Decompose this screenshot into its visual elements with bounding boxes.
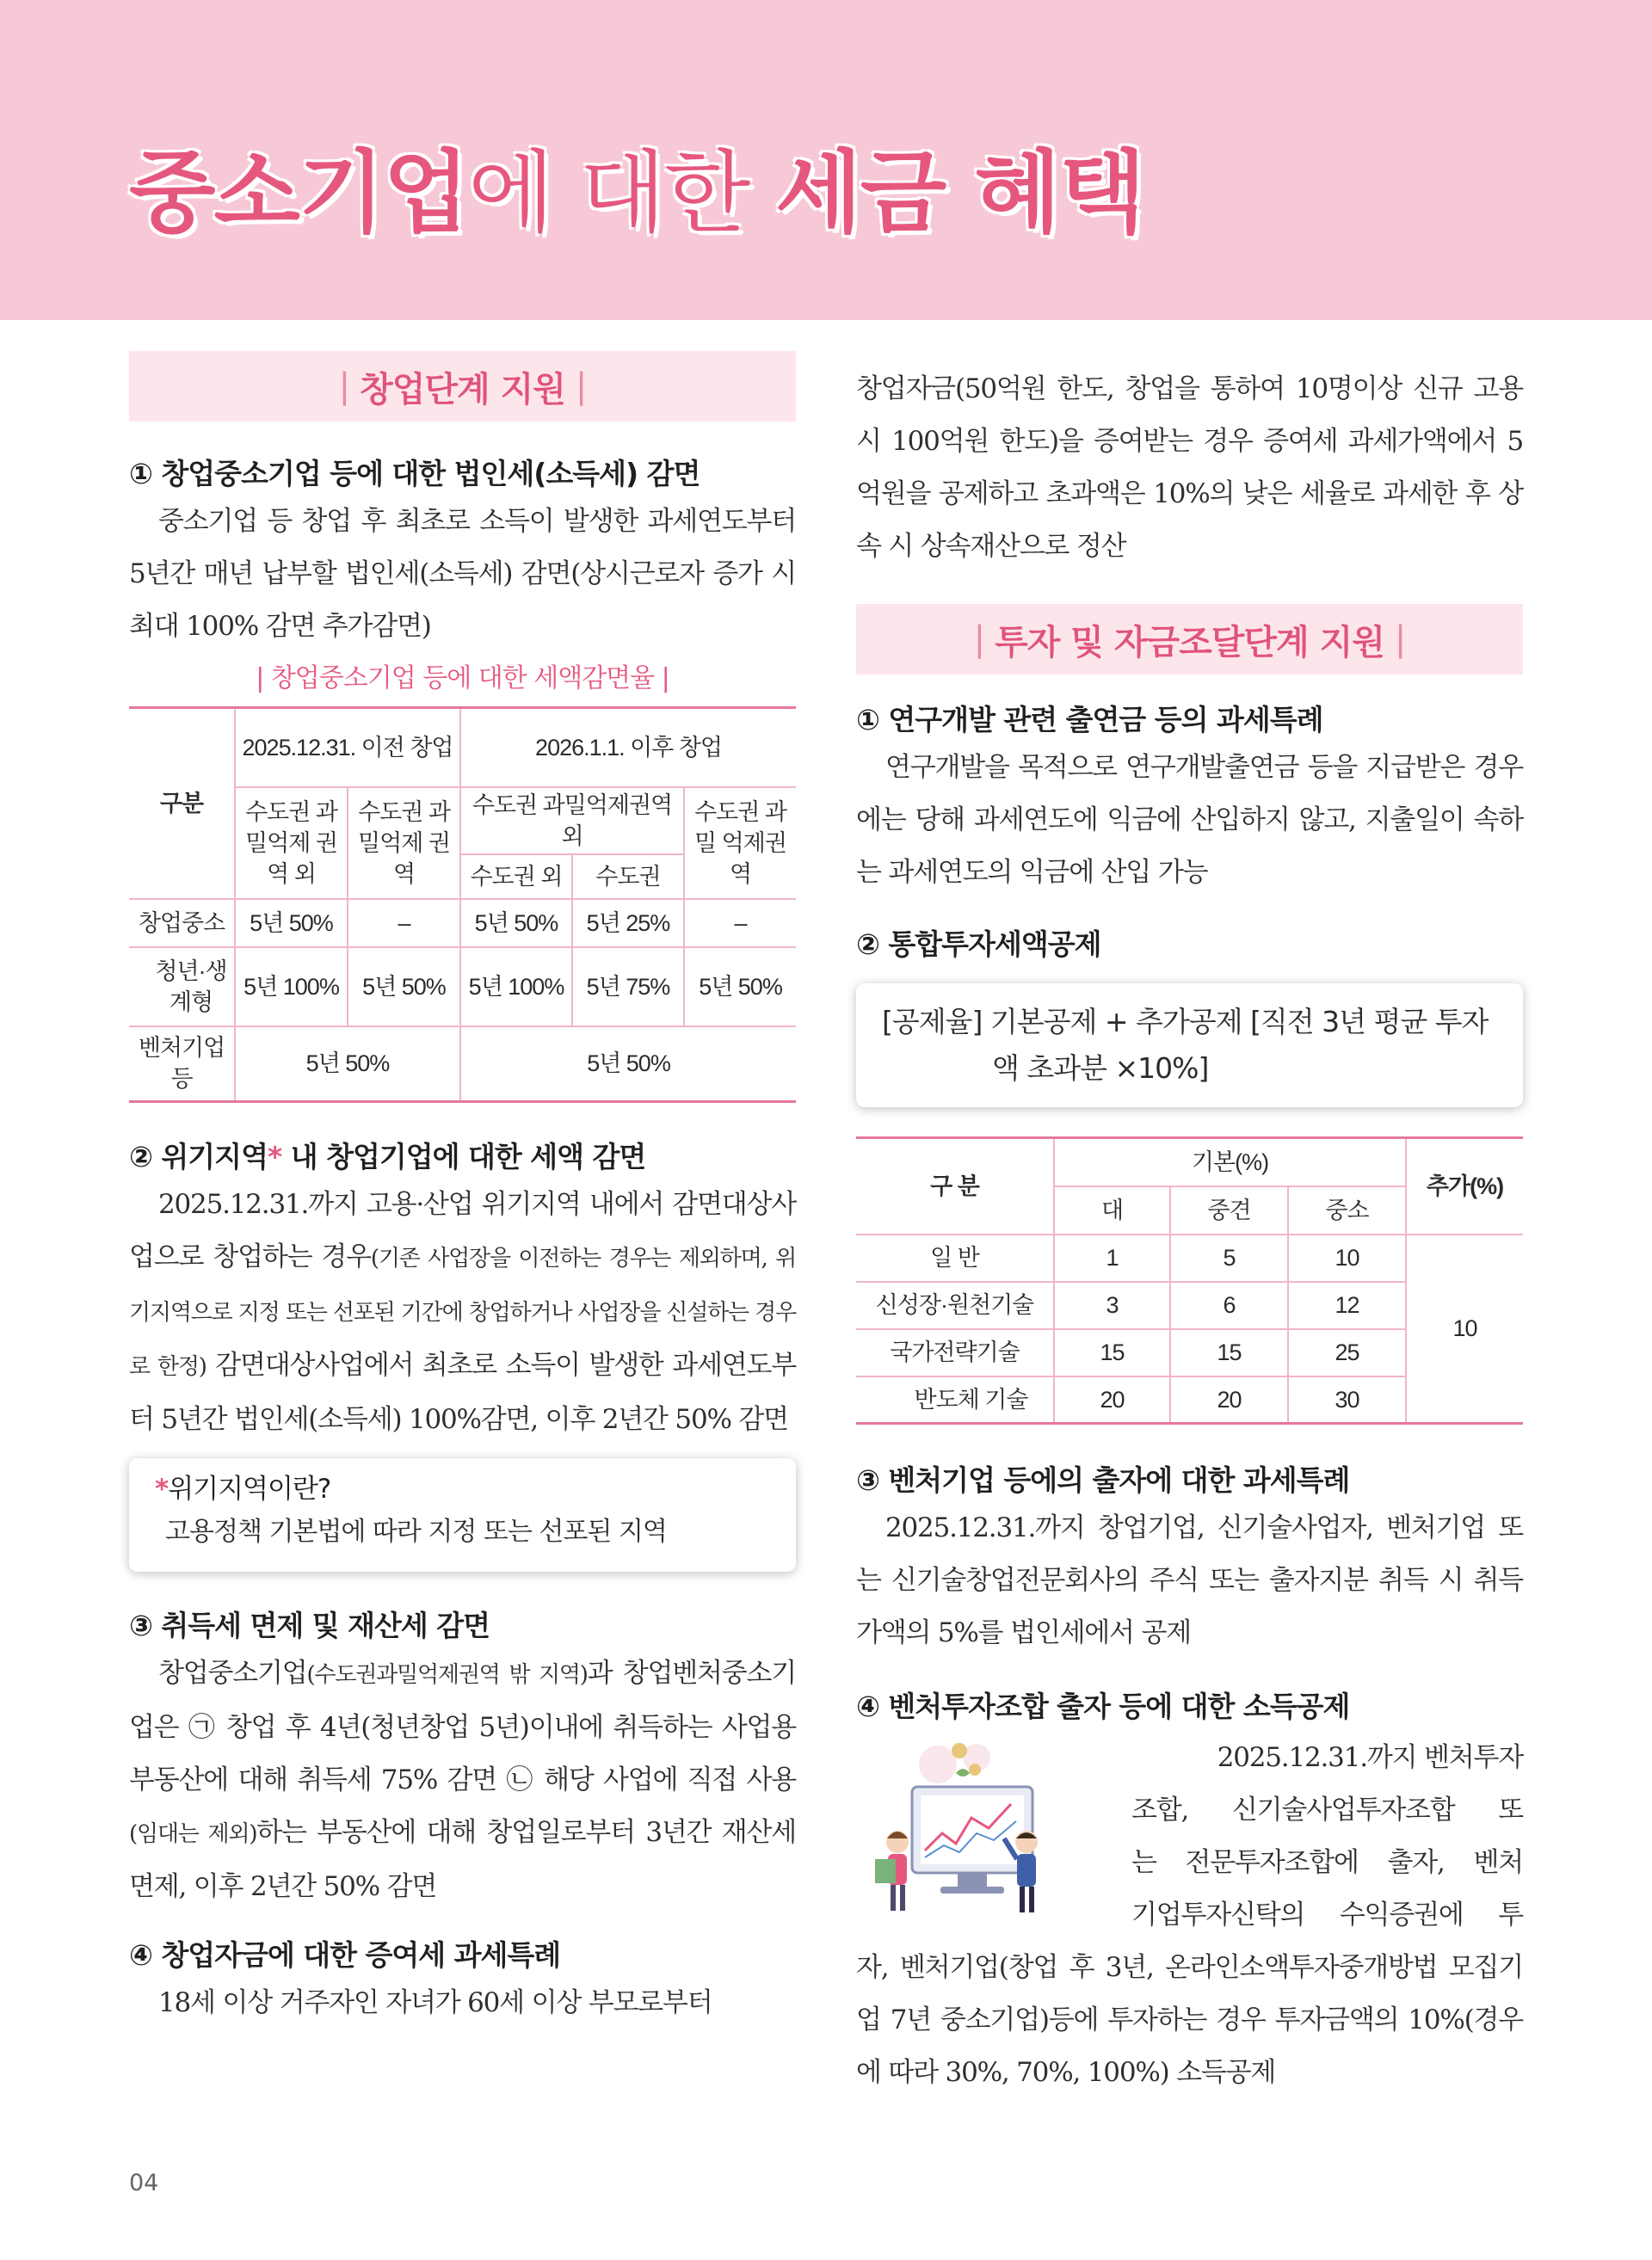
investment-illustration — [873, 1739, 1045, 1928]
section-heading-r1: ① 연구개발 관련 출연금 등의 과세특례 — [856, 703, 1323, 736]
section-heading-r4: ④ 벤처투자조합 출자 등에 대한 소득공제 — [856, 1690, 1350, 1723]
cell-extra: 10 — [1406, 1235, 1523, 1424]
note-title-text: 위기지역이란? — [168, 1474, 331, 1505]
cell: 12 — [1288, 1282, 1406, 1329]
section-body-1: 중소기업 등 창업 후 최초로 소득이 발생한 과세연도부터 5년간 매년 납부할 법인세(소득세) 감면(상시근로자 증가 시 최대 100% 감면 추가감면) — [129, 506, 796, 642]
th-before: 2025.12.31. 이전 창업 — [235, 708, 460, 787]
th-metro-out: 수도권 과밀억제 권역 외 — [235, 787, 348, 899]
band-label: 투자 및 자금조달단계 지원 — [995, 622, 1384, 662]
section-heading-r2: ② 통합투자세액공제 — [856, 927, 1101, 961]
title-part-a: 중소기업 — [129, 140, 468, 245]
cell: 5년 50% — [460, 1026, 796, 1102]
title-part-b: 에 대한 — [467, 140, 776, 245]
body-text: 과 창업벤처중소기업은 ㉠ 창업 후 4년(청년창업 5년)이내에 취득하는 사업용 부동산에 대해 취득세 75% 감면 ㉡ 해당 사업에 직접 사용 — [129, 1658, 796, 1795]
body-note: (수도권과밀억제권역 밖 지역) — [306, 1662, 588, 1688]
body-line: 는 전문투자조합에 출자, 벤처 — [1131, 1847, 1523, 1878]
th-metro-in-2: 수도권 과밀 억제권역 — [684, 787, 796, 899]
row-label: 신성장·원천기술 — [856, 1282, 1054, 1329]
table-caption: | 창업중소기업 등에 대한 세액감면율 | — [256, 663, 669, 693]
page-number: 04 — [129, 2170, 159, 2196]
cell: 5년 100% — [460, 947, 572, 1026]
left-column — [129, 351, 796, 2029]
section-body-2 — [129, 1179, 796, 1446]
th-gubun: 구분 — [129, 708, 235, 899]
cell: 5년 50% — [348, 947, 460, 1026]
cell: 5년 50% — [235, 899, 348, 947]
investment-tax-table — [856, 1136, 1523, 1425]
cell: 30 — [1288, 1376, 1406, 1424]
note-body: 고용정책 기본법에 따라 지정 또는 선포된 지역 — [165, 1517, 667, 1547]
cell: 5년 50% — [460, 899, 572, 947]
th-after: 2026.1.1. 이후 창업 — [460, 708, 796, 787]
cell: 5년 50% — [684, 947, 796, 1026]
body-line: 기업투자신탁의 수익증권에 투 — [1131, 1900, 1523, 1931]
section-band-startup: | 창업단계 지원 | — [129, 351, 796, 422]
th-basic: 기본(%) — [1054, 1138, 1406, 1186]
float-text — [1131, 1732, 1523, 1942]
section-body-4-continued: 창업자금(50억원 한도, 창업을 통하여 10명이상 신규 고용 시 100억원 한도)을 증여받는 경우 증여세 과세가액에서 5억원을 공제하고 초과액은 10%의 낮은 세율로 과세한 후 상속 시 상속재산으로 정산 — [856, 373, 1523, 562]
body-text: 감면대상사업에서 최초로 소득이 발생한 과세연도부터 5년간 법인세(소득세) 100%감면, 이후 2년간 50% 감면 — [129, 1350, 796, 1435]
section-body-4: 18세 이상 거주자인 자녀가 60세 이상 부모로부터 — [158, 1987, 712, 2018]
cell: 1 — [1054, 1235, 1170, 1282]
th-extra: 추가(%) — [1406, 1138, 1523, 1235]
row-label: 일 반 — [856, 1235, 1054, 1282]
header-banner — [0, 0, 1652, 320]
body-line: 조합, 신기술사업투자조합 또 — [1131, 1795, 1523, 1826]
heading-part: ② 위기지역 — [129, 1140, 268, 1173]
cell: – — [684, 899, 796, 947]
row-label: 국가전략기술 — [856, 1329, 1054, 1376]
body-note: (임대는 제외) — [129, 1821, 257, 1847]
th-small: 중소 — [1288, 1186, 1406, 1235]
deduction-rate-formula — [856, 983, 1523, 1107]
section-body-r3: 2025.12.31.까지 창업기업, 신기술사업자, 벤처기업 또는 신기술창업전문회사의 주식 또는 출자지분 취득 시 취득가액의 5%를 법인세에서 공제 — [856, 1512, 1523, 1648]
cell: 6 — [1170, 1282, 1288, 1329]
venture-float-block — [856, 1732, 1523, 1942]
band-label: 창업단계 지원 — [360, 369, 565, 410]
right-column — [856, 363, 1523, 2099]
body-note: (기존 사업장을 이전하는 경우는 제외하며, 위기지역으로 지정 또는 선포된 기간에 창업하거나 사업장을 신설하는 경우로 한정) — [129, 1246, 796, 1380]
cell: 20 — [1054, 1376, 1170, 1424]
th-large: 대 — [1054, 1186, 1170, 1235]
row-label-startup: 창업중소 — [129, 899, 235, 947]
cell: 5년 100% — [235, 947, 348, 1026]
cell: 5년 75% — [572, 947, 684, 1026]
formula-line-2: 액 초과분 ×10%] — [992, 1051, 1209, 1085]
page-title — [129, 120, 1143, 249]
row-label-youth: 청년·생계형 — [129, 947, 235, 1026]
body-text: 2025.12.31.까지 고용·산업 위기지역 내에서 감면대상사업으로 창업하는 경우 — [129, 1189, 796, 1272]
asterisk-mark: * — [155, 1474, 169, 1505]
section-body-r1: 연구개발을 목적으로 연구개발출연금 등을 지급받은 경우에는 당해 과세연도에 익금에 산입하지 않고, 지출일이 속하는 과세연도의 익금에 산입 가능 — [856, 752, 1523, 888]
th-gubun: 구 분 — [856, 1138, 1054, 1235]
section-heading-r3: ③ 벤처기업 등에의 출자에 대한 과세특례 — [856, 1463, 1350, 1497]
heading-part: 내 창업기업에 대한 세액 감면 — [281, 1140, 646, 1173]
cell: 5년 50% — [235, 1026, 460, 1102]
cell: 20 — [1170, 1376, 1288, 1424]
body-text: 창업중소기업 — [158, 1658, 307, 1689]
crisis-area-note — [129, 1458, 796, 1572]
body-text: 하는 부동산에 대해 창업일로부터 3년간 재산세 면제, 이후 2년간 50% 감면 — [129, 1817, 796, 1902]
row-label: 반도체 기술 — [856, 1376, 1054, 1424]
note-title — [155, 1470, 770, 1508]
section-body-r4: 자, 벤처기업(창업 후 3년, 온라인소액투자중개방법 모집기업 7년 중소기업)등에 투자하는 경우 투자금액의 10%(경우에 따라 30%, 70%, 100%) 소득공제 — [856, 1952, 1523, 2088]
section-heading-2 — [129, 1137, 796, 1177]
cell: 10 — [1288, 1235, 1406, 1282]
th-sub-out: 수도권 외 — [460, 854, 572, 899]
cell: 5 — [1170, 1235, 1288, 1282]
cell: 25 — [1288, 1329, 1406, 1376]
section-heading-1: ① 창업중소기업 등에 대한 법인세(소득세) 감면 — [129, 457, 700, 490]
startup-tax-table — [129, 706, 796, 1103]
cell: 15 — [1054, 1329, 1170, 1376]
title-part-c: 세금 혜택 — [775, 140, 1144, 245]
section-body-3 — [129, 1647, 796, 1913]
cell: 15 — [1170, 1329, 1288, 1376]
th-metro-in: 수도권 과밀억제 권역 — [348, 787, 460, 899]
section-heading-4: ④ 창업자금에 대한 증여세 과세특례 — [129, 1938, 561, 1972]
th-mid: 중견 — [1170, 1186, 1288, 1235]
cell: – — [348, 899, 460, 947]
th-sub-in: 수도권 — [572, 854, 684, 899]
section-heading-3: ③ 취득세 면제 및 재산세 감면 — [129, 1609, 490, 1642]
formula-line-1: [공제율] 기본공제 + 추가공제 [직전 3년 평균 투자 — [882, 1005, 1489, 1038]
section-band-investment: | 투자 및 자금조달단계 지원 | — [856, 604, 1523, 674]
row-label-venture: 벤처기업 등 — [129, 1026, 235, 1102]
cell: 5년 25% — [572, 899, 684, 947]
cell: 3 — [1054, 1282, 1170, 1329]
body-line: 2025.12.31.까지 벤처투자 — [1217, 1742, 1523, 1773]
th-metro-out-2: 수도권 과밀억제권역 외 — [460, 787, 684, 854]
asterisk-mark: * — [267, 1140, 282, 1173]
